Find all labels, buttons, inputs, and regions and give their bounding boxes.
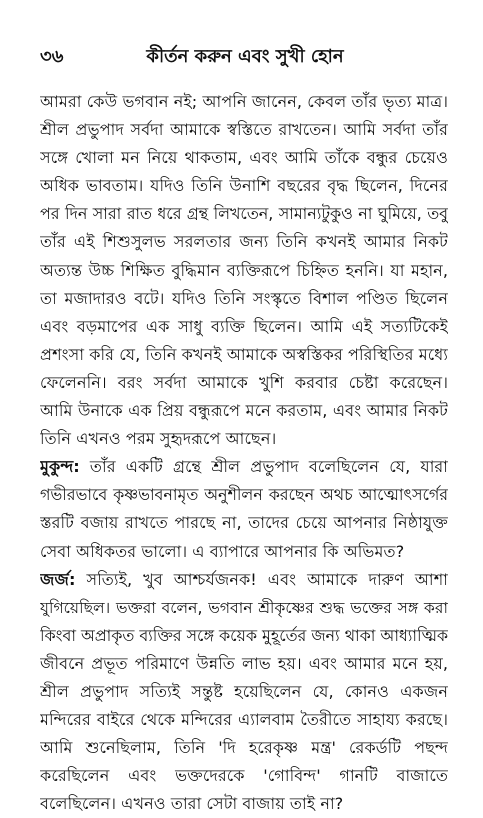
text-line (40, 734, 448, 762)
line-text: সত্যিই, খুব আশ্চর্যজনক! এবং আমাকে দারুণ আশা (75, 569, 448, 589)
text-line (40, 228, 448, 256)
line-text: শ্রীল প্রভুপাদ সর্বদা আমাকে স্বস্তিতে রাখতেন। আমি সর্বদা তাঁর (40, 120, 448, 140)
speaker-label: মুকুন্দ: (40, 457, 80, 477)
line-text: তা মজাদারও বটে। যদিও তিনি সংস্কৃতে বিশাল পণ্ডিত ছিলেন (40, 288, 448, 308)
line-text: বলেছিলেন। এখনও তারা সেটা বাজায় তাই না? (40, 794, 344, 814)
speaker-label: জর্জ: (40, 569, 76, 589)
text-line (40, 257, 448, 285)
text-line (40, 425, 448, 453)
text-line (40, 144, 448, 172)
text-line (40, 650, 448, 678)
running-title: কীর্তন করুন এবং সুখী হোন (146, 46, 344, 67)
line-text: পর দিন সারা রাত ধরে গ্রন্থ লিখতেন, সামান্যটুকুও না ঘুমিয়ে, তবু (40, 204, 448, 224)
text-line (40, 172, 448, 200)
text-line (40, 622, 448, 650)
text-line (40, 509, 448, 537)
line-text: আমরা কেউ ভগবান নই; আপনি জানেন, কেবল তাঁর ভৃত্য মাত্র। (40, 92, 448, 111)
line-text: প্রশংসা করি যে, তিনি কখনই আমাকে অস্বস্তিকর পরিস্থিতির মধ্যে (40, 344, 448, 364)
line-text: মন্দিরের বাইরে থেকে মন্দিরের এ্যালবাম তৈরীতে সাহায্য করছে। (40, 710, 448, 730)
line-text: সেবা অধিকতর ভালো। এ ব্যাপারে আপনার কি অভিমত? (40, 541, 405, 561)
line-text: জীবনে প্রভূত পরিমাণে উন্নতি লাভ হয়। এবং আমার মনে হয়, (40, 653, 448, 673)
text-line (40, 594, 448, 622)
line-text: আমি উনাকে এক প্রিয় বন্ধুরূপে মনে করতাম, এবং আমার নিকট (40, 401, 448, 421)
text-line (40, 200, 448, 228)
line-text: যুগিয়েছিল। ভক্তরা বলেন, ভগবান শ্রীকৃষ্ণের শুদ্ধ ভক্তের সঙ্গ করা (40, 598, 448, 617)
line-text: সঙ্গে খোলা মন নিয়ে থাকতাম, এবং আমি তাঁকে বন্ধুর চেয়েও (40, 148, 448, 168)
line-text: তাঁর এই শিশুসুলভ সরলতার জন্য তিনি কখনই আমার নিকট (40, 232, 448, 252)
text-line (40, 566, 448, 594)
text-line (40, 706, 448, 734)
line-text: শ্রীল প্রভুপাদ সত্যিই সন্তুষ্ট হয়েছিলেন যে, কোনও একজন (40, 681, 448, 701)
line-text: করেছিলেন এবং ভক্তদেরকে 'গোবিন্দ' গানটি বাজাতে (40, 766, 448, 786)
text-line (40, 481, 448, 509)
line-text: আমি শুনেছিলাম, তিনি 'দি হরেকৃষ্ণ মন্ত্র' রেকর্ডটি পছন্দ (40, 738, 448, 758)
text-line (40, 538, 448, 566)
page-number: ৩৬ (40, 46, 64, 67)
line-text: এবং বড়মাপের এক সাধু ব্যক্তি ছিলেন। আমি এই সত্যটিকেই (40, 316, 448, 336)
line-text: তিনি এখনও পরম সুহৃদরূপে আছেন। (40, 429, 277, 449)
text-line (40, 313, 448, 341)
text-line (40, 341, 448, 369)
text-line (40, 369, 448, 397)
line-text: অত্যন্ত উচ্চ শিক্ষিত বুদ্ধিমান ব্যক্তিরূপে চিহ্নিত হননি। যা মহান, (40, 260, 448, 280)
page-header (40, 42, 450, 66)
body-text (40, 88, 448, 818)
line-text: গভীরভাবে কৃষ্ণভাবনামৃত অনুশীলন করছেন অথচ আত্মোৎসর্গের (40, 485, 448, 505)
text-line (40, 762, 448, 790)
line-text: ফেলেননি। বরং সর্বদা আমাকে খুশি করবার চেষ্টা করেছেন। (40, 372, 448, 392)
line-text: স্তরটি বজায় রাখতে পারছে না, তাদের চেয়ে আপনার নিষ্ঠাযুক্ত (40, 513, 448, 533)
text-line (40, 678, 448, 706)
line-text: অধিক ভাবতাম। যদিও তিনি উনাশি বছরের বৃদ্ধ ছিলেন, দিনের (40, 176, 448, 196)
text-line (40, 453, 448, 481)
line-text: তাঁর একটি গ্রন্থে শ্রীল প্রভুপাদ বলেছিলেন যে, যারা (79, 457, 448, 477)
text-line (40, 88, 448, 116)
text-line (40, 285, 448, 313)
text-line (40, 790, 448, 818)
text-line (40, 116, 448, 144)
text-line (40, 397, 448, 425)
line-text: কিংবা অপ্রাকৃত ব্যক্তির সঙ্গে কয়েক মুহূর্তের জন্য থাকা আধ্যাত্মিক (40, 625, 448, 645)
